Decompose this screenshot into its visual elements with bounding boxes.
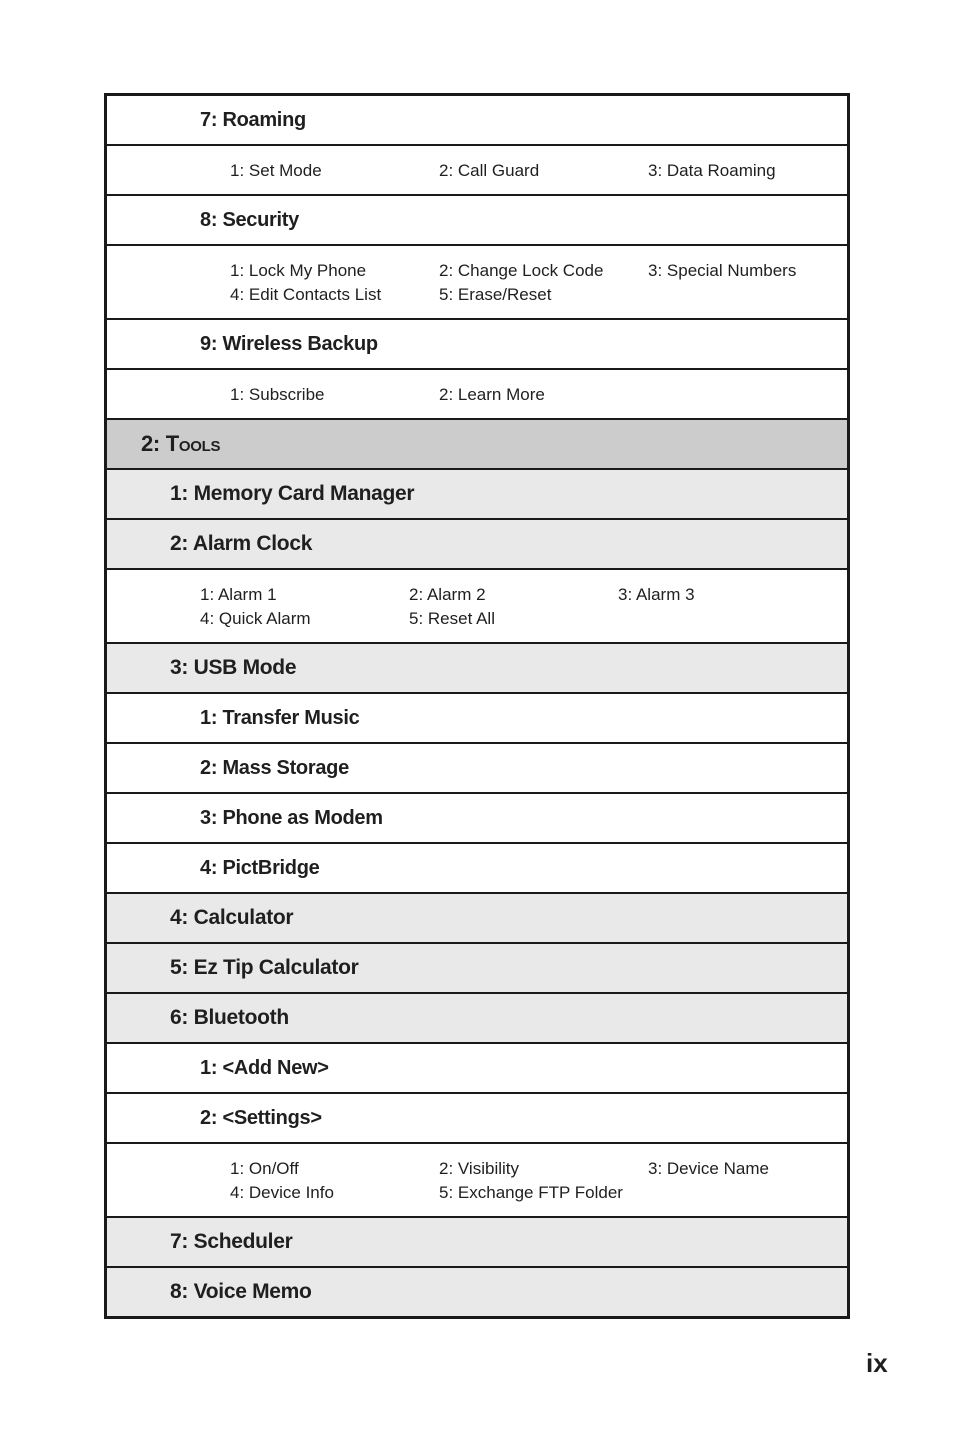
option-lock-my-phone: 1: Lock My Phone: [230, 260, 367, 280]
page-number: ix: [866, 1348, 888, 1378]
menu-row-calculator: [107, 892, 847, 942]
menu-row-roaming: [107, 96, 847, 144]
menu-row-memory-card-manager: [107, 468, 847, 518]
menu-row-scheduler: [107, 1216, 847, 1266]
option-alarm-3: 3: Alarm 3: [618, 584, 695, 604]
options-row-wireless-backup: [107, 368, 847, 418]
option-change-lock-code: 2: Change Lock Code: [439, 260, 604, 280]
option-on-off: 1: On/Off: [230, 1158, 299, 1178]
option-erase-reset: 5: Erase/Reset: [439, 284, 552, 304]
menu-row-phone-as-modem: [107, 792, 847, 842]
menu-row-mass-storage: [107, 742, 847, 792]
menu-item-memory-card-manager: 1: Memory Card Manager: [170, 482, 415, 505]
category-row-tools: [107, 418, 847, 468]
menu-row-add-new: [107, 1042, 847, 1092]
option-device-info: 4: Device Info: [230, 1182, 334, 1202]
menu-row-settings: [107, 1092, 847, 1142]
menu-item-voice-memo: 8: Voice Memo: [170, 1280, 312, 1303]
menu-item-security: 8: Security: [200, 208, 299, 231]
menu-row-ez-tip-calculator: [107, 942, 847, 992]
option-alarm-1: 1: Alarm 1: [200, 584, 277, 604]
menu-item-wireless-backup: 9: Wireless Backup: [200, 332, 378, 355]
option-learn-more: 2: Learn More: [439, 384, 545, 404]
menu-row-alarm-clock: [107, 518, 847, 568]
menu-item-alarm-clock: 2: Alarm Clock: [170, 532, 313, 555]
menu-item-add-new: 1: <Add New>: [200, 1056, 329, 1079]
option-edit-contacts-list: 4: Edit Contacts List: [230, 284, 382, 304]
options-grid: [107, 1158, 848, 1203]
option-call-guard: 2: Call Guard: [439, 160, 540, 180]
menu-item-scheduler: 7: Scheduler: [170, 1230, 293, 1253]
option-data-roaming: 3: Data Roaming: [648, 160, 776, 180]
options-grid: [107, 260, 848, 305]
options-grid: [107, 160, 848, 181]
option-reset-all: 5: Reset All: [409, 608, 495, 628]
category-tools-name: Tools: [165, 431, 221, 456]
options-row-roaming: [107, 144, 847, 194]
menu-row-security: [107, 194, 847, 244]
category-tools: [107, 431, 220, 457]
options-grid: [107, 384, 848, 405]
option-exchange-ftp-folder: 5: Exchange FTP Folder: [439, 1182, 623, 1202]
menu-item-roaming: 7: Roaming: [200, 108, 306, 131]
option-alarm-2: 2: Alarm 2: [409, 584, 486, 604]
menu-item-usb-mode: 3: USB Mode: [170, 656, 297, 679]
menu-item-transfer-music: 1: Transfer Music: [200, 706, 360, 729]
option-device-name: 3: Device Name: [648, 1158, 769, 1178]
menu-table: [104, 93, 850, 1319]
options-row-bluetooth-settings: [107, 1142, 847, 1216]
menu-item-phone-as-modem: 3: Phone as Modem: [200, 806, 383, 829]
menu-item-pictbridge: 4: PictBridge: [200, 856, 320, 879]
options-grid: [107, 584, 818, 629]
menu-item-calculator: 4: Calculator: [170, 906, 294, 929]
menu-item-mass-storage: 2: Mass Storage: [200, 756, 349, 779]
options-row-alarm-clock: [107, 568, 847, 642]
menu-row-voice-memo: [107, 1266, 847, 1316]
option-subscribe: 1: Subscribe: [230, 384, 325, 404]
menu-item-settings: 2: <Settings>: [200, 1106, 322, 1129]
option-special-numbers: 3: Special Numbers: [648, 260, 797, 280]
menu-item-bluetooth: 6: Bluetooth: [170, 1006, 289, 1029]
options-row-security: [107, 244, 847, 318]
category-tools-number: 2:: [141, 431, 166, 456]
menu-item-ez-tip-calculator: 5: Ez Tip Calculator: [170, 956, 359, 979]
menu-row-wireless-backup: [107, 318, 847, 368]
menu-row-usb-mode: [107, 642, 847, 692]
option-quick-alarm: 4: Quick Alarm: [200, 608, 311, 628]
option-visibility: 2: Visibility: [439, 1158, 519, 1178]
option-set-mode: 1: Set Mode: [230, 160, 322, 180]
menu-row-pictbridge: [107, 842, 847, 892]
menu-row-bluetooth: [107, 992, 847, 1042]
menu-row-transfer-music: [107, 692, 847, 742]
